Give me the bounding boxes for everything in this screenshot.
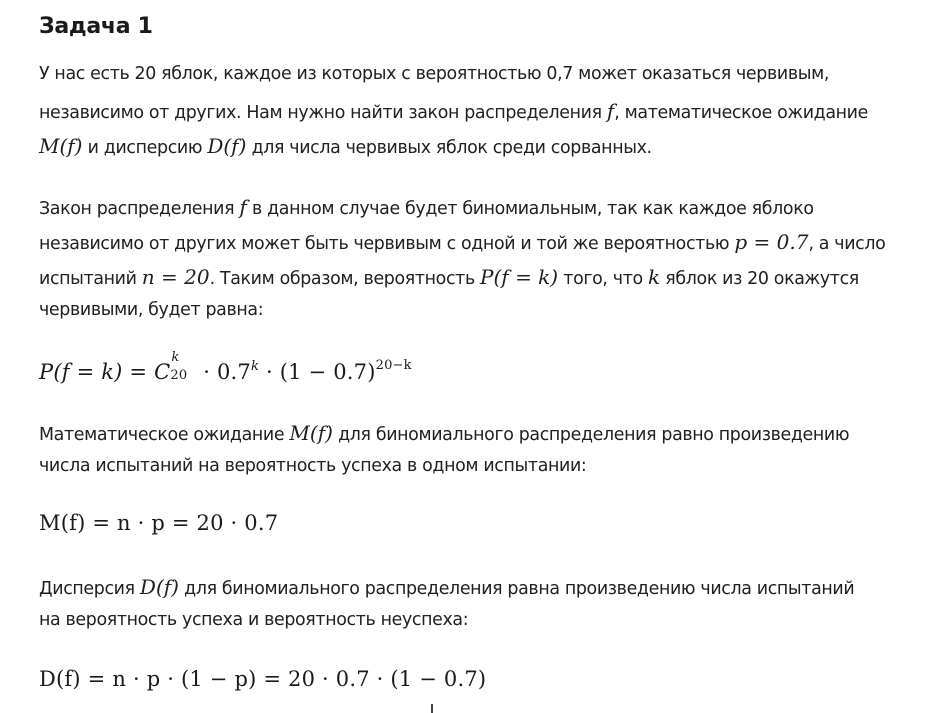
p3-line-2: числа испытаний на вероятность успеха в одном испытании: — [39, 456, 587, 476]
scroll-indicator[interactable] — [431, 704, 433, 713]
p2-line-2: независимо от других может быть червивым с одной и той же вероятностью p = 0.7, а число — [39, 230, 886, 254]
p1-line-1: У нас есть 20 яблок, каждое из которых с вероятностью 0,7 может оказаться червивым, — [39, 64, 830, 84]
p4-line-1: Дисперсия D(f) для биномиального распределения равна произведению числа испытаний — [39, 575, 855, 599]
p1-line-2: независимо от других. Нам нужно найти закон распределения f, математическое ожидание — [39, 99, 868, 123]
p4-line-2: на вероятность успеха и вероятность неуспеха: — [39, 610, 469, 630]
p2-line-1: Закон распределения f в данном случае будет биномиальным, так как каждое яблоко — [39, 195, 814, 219]
binomial-formula: P(f = k) = C k 20 · $0.7^k \cdot (1 - 0.7)^{20-k}$ — [39, 350, 412, 384]
p3-line-1: Математическое ожидание M(f) для биномиального распределения равно произведению — [39, 421, 850, 445]
p2-line-4: червивыми, будет равна: — [39, 300, 264, 320]
p1-line-3: M(f) и дисперсию D(f) для числа червивых яблок среди сорванных. — [39, 134, 652, 158]
variance-formula: D(f) = n · p · (1 − p) = 20 · 0.7 · (1 − 0.7) — [39, 667, 487, 691]
task-heading: Задача 1 — [39, 14, 153, 39]
p2-line-3: испытаний n = 20. Таким образом, вероятность P(f = k) того, что k яблок из 20 окажутся — [39, 265, 859, 289]
expectation-formula: M(f) = n · p = 20 · 0.7 — [39, 511, 279, 535]
